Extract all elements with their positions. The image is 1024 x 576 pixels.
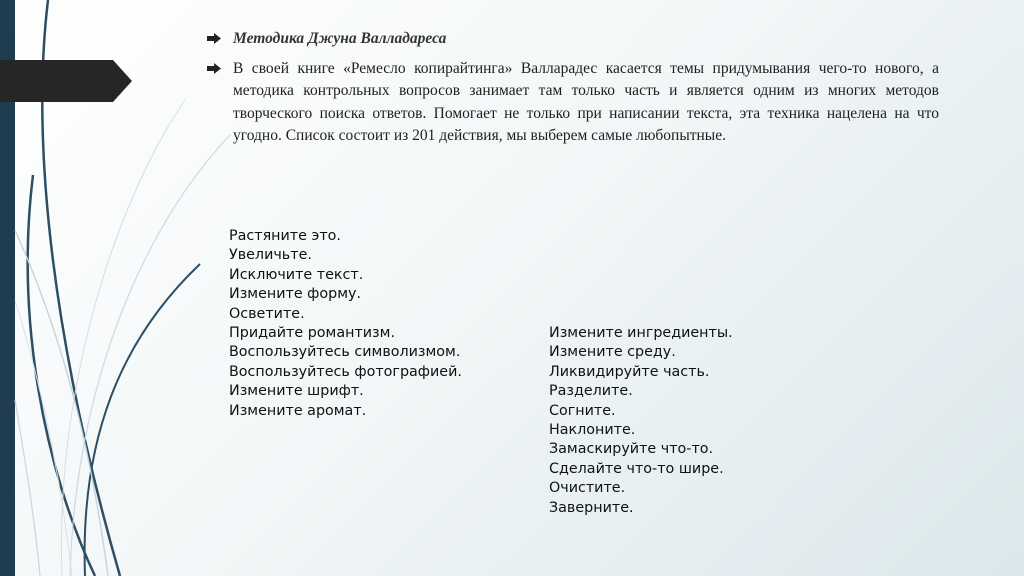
- action-item: Измените аромат.: [229, 402, 367, 419]
- action-item: Разделите.: [549, 383, 633, 400]
- action-item: Заверните.: [549, 499, 634, 516]
- right-arrow-icon: [207, 63, 221, 74]
- action-item: Измените среду.: [549, 344, 676, 361]
- action-item: Воспользуйтесь символизмом.: [229, 344, 461, 361]
- action-item: Замаскируйте что-то.: [549, 441, 714, 458]
- action-item: Воспользуйтесь фотографией.: [229, 363, 462, 380]
- slide-heading: Методика Джуна Валладареса: [233, 30, 447, 47]
- action-item: Наклоните.: [549, 422, 636, 439]
- action-item: Сделайте что-то шире.: [549, 460, 724, 477]
- curve-line: [70, 135, 230, 576]
- action-item: Увеличьте.: [229, 247, 312, 264]
- bullet-paragraph: [207, 58, 939, 148]
- action-item: Придайте романтизм.: [229, 325, 395, 342]
- bullet-heading: [207, 28, 939, 51]
- curve-line: [85, 264, 200, 576]
- curve-line: [61, 100, 185, 576]
- bullet-list: [207, 28, 939, 148]
- action-item: Измените ингредиенты.: [549, 325, 733, 341]
- action-item: Согните.: [549, 402, 616, 419]
- slide-tab: [0, 60, 132, 102]
- actions-list-right: [549, 324, 733, 518]
- action-item: Исключите текст.: [229, 266, 364, 283]
- actions-list-left: [229, 227, 462, 421]
- action-item: Ликвидируйте часть.: [549, 363, 710, 380]
- action-item: Измените форму.: [229, 286, 362, 303]
- intro-paragraph: В своей книге «Ремесло копирайтинга» Валларадес касается темы придумывания чего-то нового, а методика контрольных вопросов занимает там только часть и является одним из многих методов творческого поиска ответов. Помогает не только при написании текста, эта техника нацелена на что угодно. Список состоит из 201 действия, мы выберем самые любопытные.: [233, 59, 939, 145]
- action-item: Осветите.: [229, 305, 305, 322]
- curve-line: [15, 300, 72, 576]
- action-item: Растяните это.: [229, 228, 341, 244]
- action-item: Измените шрифт.: [229, 383, 364, 400]
- curve-line: [15, 400, 40, 576]
- right-arrow-icon: [207, 33, 221, 44]
- action-item: Очистите.: [549, 480, 626, 497]
